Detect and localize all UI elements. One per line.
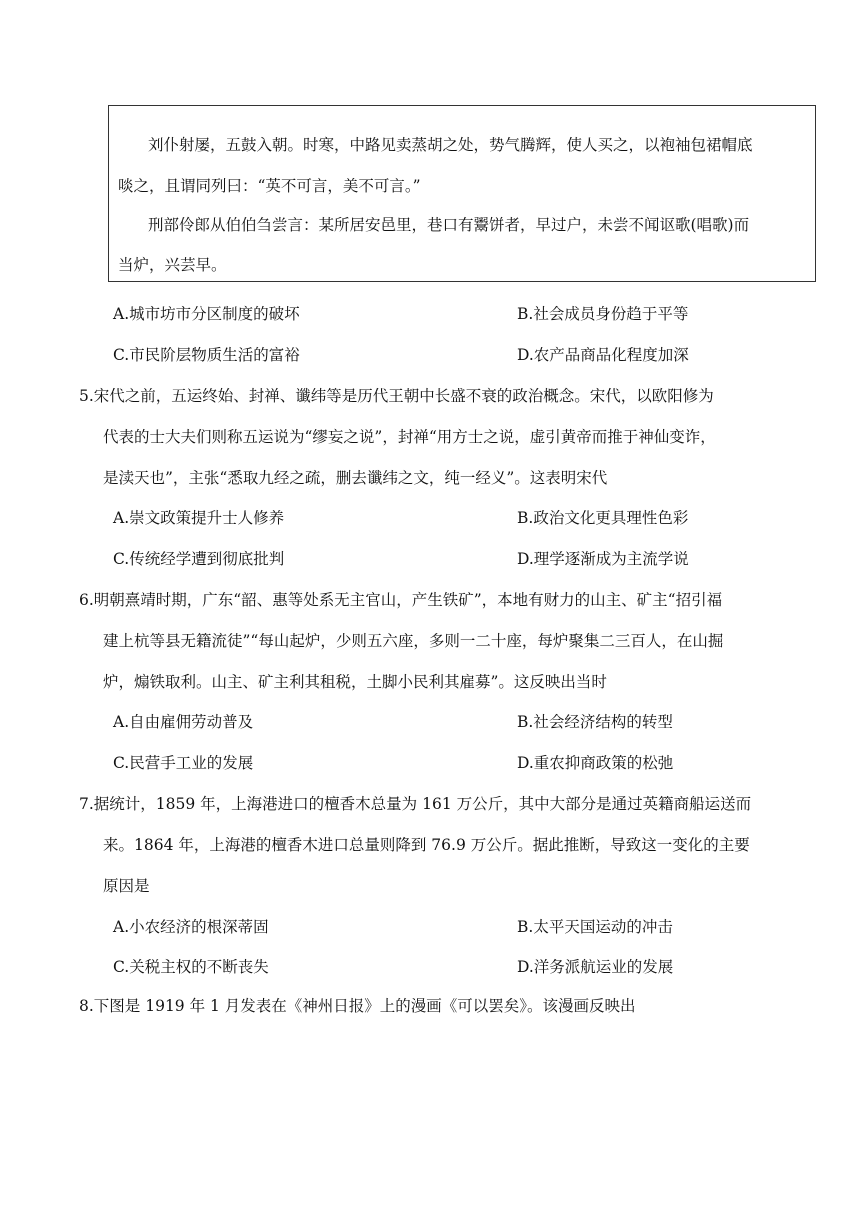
q6-option-a: A.自由雇佣劳动普及 (113, 713, 254, 731)
passage-paragraph-1-line-1: 刘仆射屡，五鼓入朝。时寒，中路见卖蒸胡之处，势气腾辉，使人买之，以袍袖包裙帽底 (148, 136, 753, 154)
q6-stem-line-1: 6.明朝熹靖时期，广东“韶、惠等处系无主官山，产生铁矿”，本地有财力的山主、矿主“招引福 (79, 591, 723, 609)
q4-option-c: C.市民阶层物质生活的富裕 (113, 346, 300, 364)
q8-stem-line-1: 8.下图是 1919 年 1 月发表在《神州日报》上的漫画《可以罢矣》。该漫画反映出 (79, 997, 636, 1015)
q5-option-c: C.传统经学遭到彻底批判 (113, 550, 285, 568)
q4-option-b: B.社会成员身份趋于平等 (517, 305, 689, 323)
q7-stem-line-2: 来。1864 年，上海港的檀香木进口总量则降到 76.9 万公斤。据此推断，导致这一变化的主要 (103, 836, 750, 854)
q7-option-c: C.关税主权的不断丧失 (113, 958, 269, 976)
q5-option-a: A.崇文政策提升士人修养 (113, 509, 285, 527)
passage-paragraph-2-line-2: 当炉，兴芸早。 (118, 256, 227, 274)
passage-paragraph-1-line-2: 啖之，且谓同列曰：“英不可言，美不可言。” (118, 177, 421, 195)
passage-paragraph-2-line-1: 刑部伶郎从伯伯刍尝言：某所居安邑里，巷口有鬻饼者，早过户，未尝不闻讴歌(唱歌)而 (148, 216, 750, 234)
q6-option-d: D.重农抑商政策的松弛 (517, 754, 674, 772)
q5-option-d: D.理学逐渐成为主流学说 (517, 550, 689, 568)
q7-stem-line-1: 7.据统计，1859 年，上海港进口的檀香木总量为 161 万公斤，其中大部分是通过英籍商船运送而 (79, 795, 752, 813)
q4-option-a: A.城市坊市分区制度的破坏 (113, 305, 300, 323)
q7-option-d: D.洋务派航运业的发展 (517, 958, 674, 976)
q5-stem-line-3: 是渎天也”，主张“悉取九经之疏，删去谶纬之文，纯一经义”。这表明宋代 (103, 469, 608, 487)
q6-option-b: B.社会经济结构的转型 (517, 713, 673, 731)
q5-stem-line-2: 代表的士大夫们则称五运说为“缪妄之说”，封禅“用方士之说，虚引黄帝而推于神仙变诈， (103, 428, 716, 446)
q6-stem-line-2: 建上杭等县无籍流徒”“每山起炉，少则五六座，多则一二十座，每炉聚集二三百人，在山掘 (103, 632, 724, 650)
q6-stem-line-3: 炉，煽铁取利。山主、矿主利其租税，土脚小民利其雇募”。这反映出当时 (103, 673, 607, 691)
q6-option-c: C.民营手工业的发展 (113, 754, 254, 772)
q7-stem-line-3: 原因是 (103, 877, 150, 895)
q7-option-b: B.太平天国运动的冲击 (517, 918, 673, 936)
q4-option-d: D.农产品商品化程度加深 (517, 346, 689, 364)
q7-option-a: A.小农经济的根深蒂固 (113, 918, 269, 936)
q5-option-b: B.政治文化更具理性色彩 (517, 509, 689, 527)
q5-stem-line-1: 5.宋代之前，五运终始、封禅、谶纬等是历代王朝中长盛不衰的政治概念。宋代，以欧阳修为 (79, 387, 714, 405)
